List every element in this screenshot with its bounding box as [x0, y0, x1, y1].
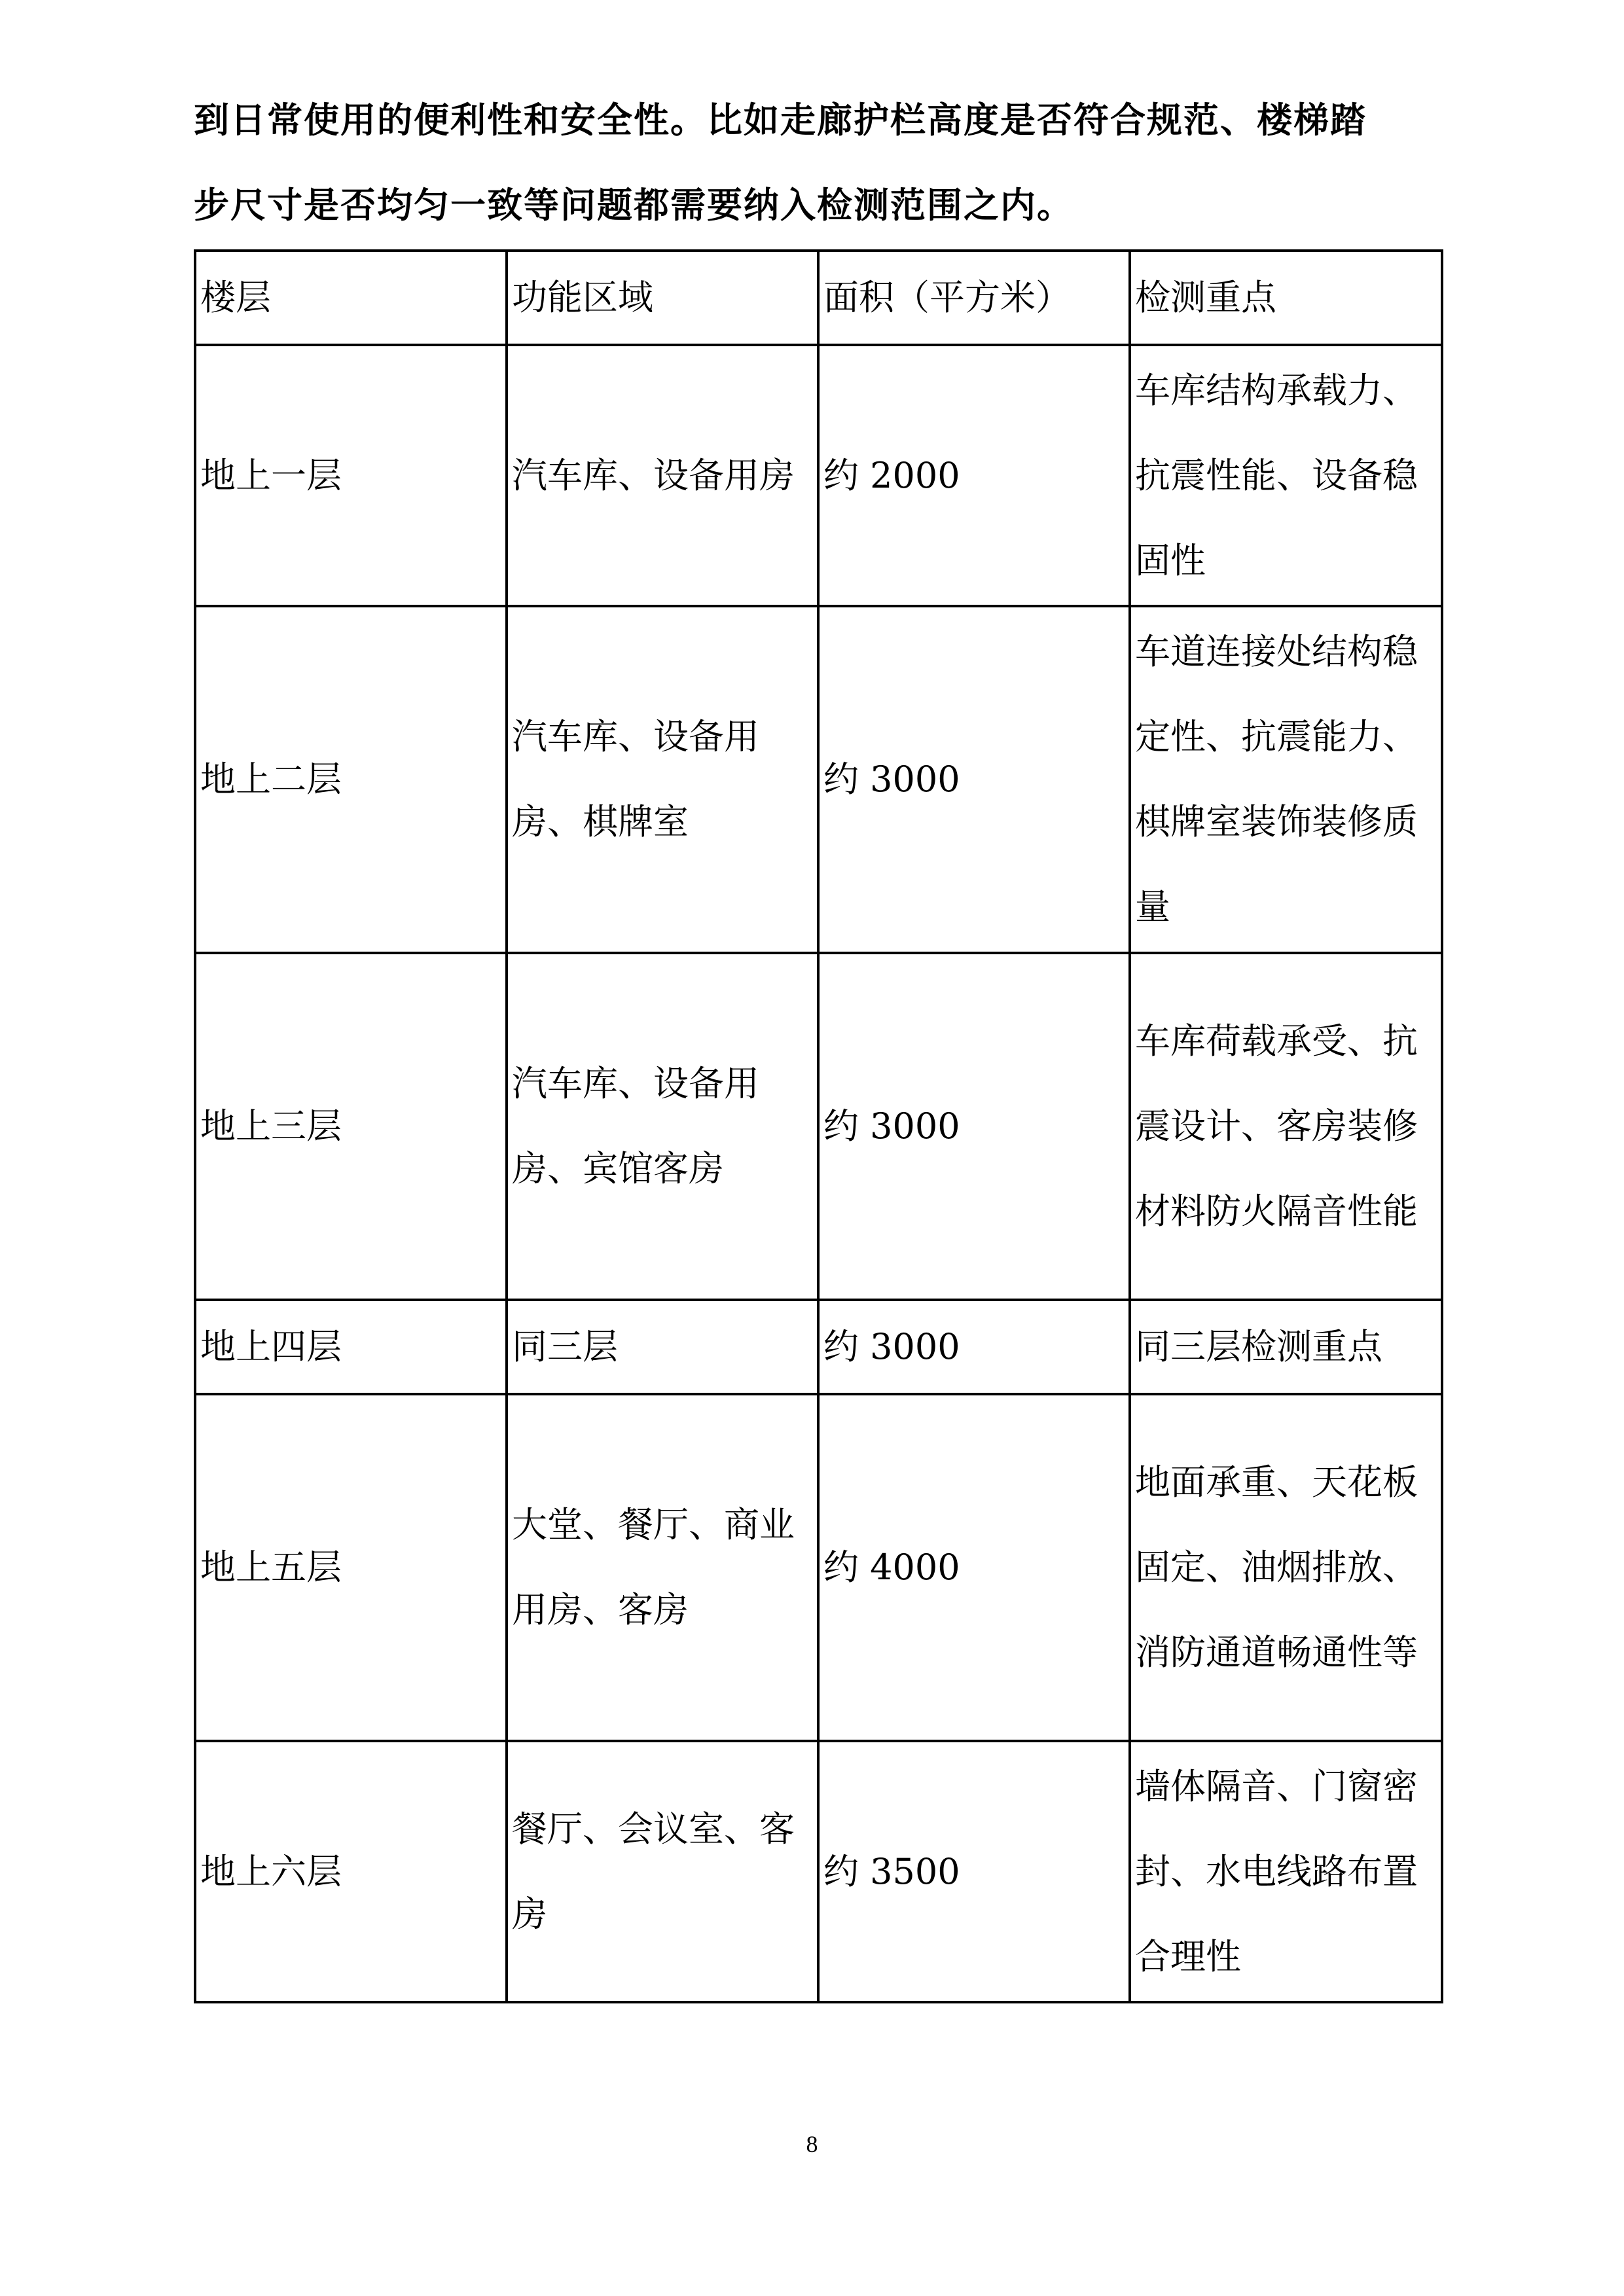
table-header-row	[195, 251, 1442, 345]
cell-focus: 地面承重、天花板固定、油烟排放、消防通道畅通性等	[1130, 1394, 1442, 1741]
table-row	[195, 345, 1442, 606]
intro-line-1: 到日常使用的便利性和安全性。比如走廊护栏高度是否符合规范、楼梯踏	[194, 99, 1367, 141]
cell-focus: 车道连接处结构稳定性、抗震能力、棋牌室装饰装修质量	[1130, 606, 1442, 953]
cell-floor: 地上三层	[195, 953, 507, 1300]
table-row	[195, 606, 1442, 953]
cell-floor: 地上二层	[195, 606, 507, 953]
intro-line-2: 步尺寸是否均匀一致等问题都需要纳入检测范围之内。	[194, 184, 1074, 226]
table-row	[195, 1300, 1442, 1394]
cell-function: 餐厅、会议室、客房	[507, 1741, 818, 2002]
floor-inspection-table	[194, 249, 1443, 2003]
cell-area: 约 4000	[818, 1394, 1130, 1741]
cell-function: 大堂、餐厅、商业用房、客房	[507, 1394, 818, 1741]
cell-area: 约 3000	[818, 953, 1130, 1300]
header-floor: 楼层	[195, 251, 507, 345]
cell-function: 汽车库、设备用房	[507, 345, 818, 606]
cell-function: 汽车库、设备用房、棋牌室	[507, 606, 818, 953]
header-focus: 检测重点	[1130, 251, 1442, 345]
cell-floor: 地上六层	[195, 1741, 507, 2002]
cell-floor: 地上五层	[195, 1394, 507, 1741]
cell-area: 约 3500	[818, 1741, 1130, 2002]
cell-area: 约 3000	[818, 606, 1130, 953]
cell-floor: 地上四层	[195, 1300, 507, 1394]
cell-function: 同三层	[507, 1300, 818, 1394]
header-function: 功能区域	[507, 251, 818, 345]
header-area: 面积（平方米）	[818, 251, 1130, 345]
page-number: 8	[806, 2131, 818, 2157]
cell-area: 约 2000	[818, 345, 1130, 606]
cell-area: 约 3000	[818, 1300, 1130, 1394]
cell-function: 汽车库、设备用房、宾馆客房	[507, 953, 818, 1300]
cell-focus: 车库荷载承受、抗震设计、客房装修材料防火隔音性能	[1130, 953, 1442, 1300]
table-row	[195, 953, 1442, 1300]
table-row	[195, 1741, 1442, 2002]
cell-focus: 同三层检测重点	[1130, 1300, 1442, 1394]
cell-floor: 地上一层	[195, 345, 507, 606]
table-row	[195, 1394, 1442, 1741]
intro-paragraph	[194, 77, 1437, 247]
cell-focus: 墙体隔音、门窗密封、水电线路布置合理性	[1130, 1741, 1442, 2002]
cell-focus: 车库结构承载力、抗震性能、设备稳固性	[1130, 345, 1442, 606]
